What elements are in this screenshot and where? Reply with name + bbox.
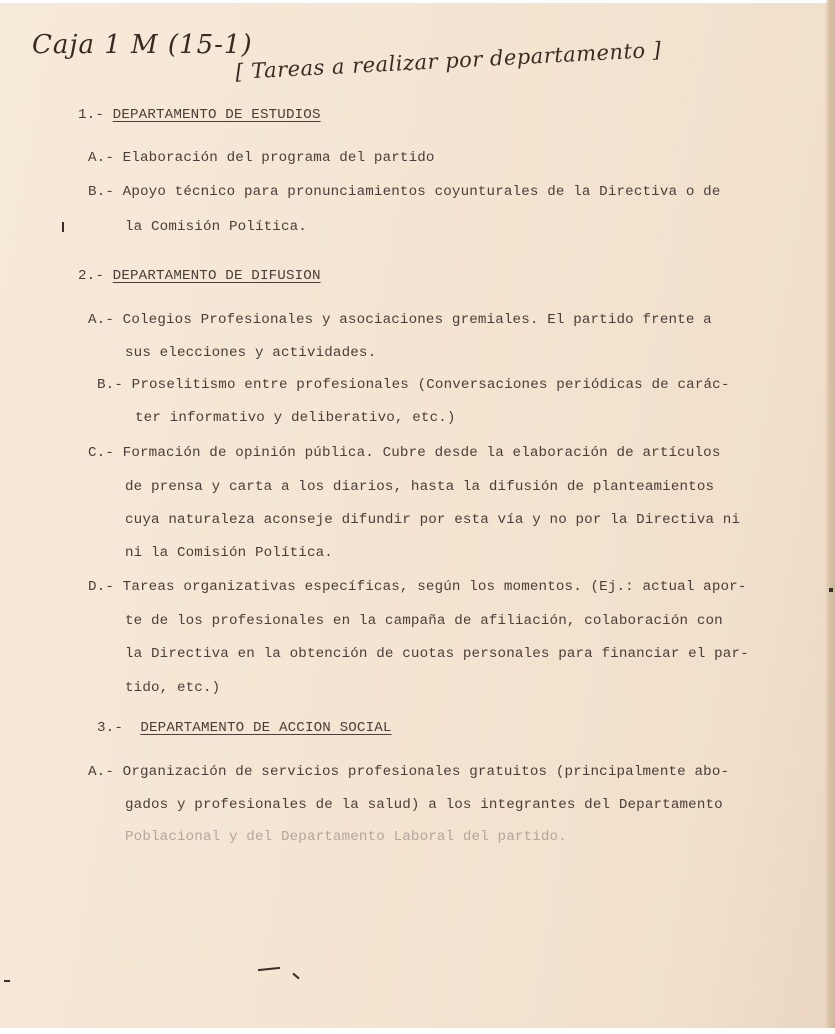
- section-1-item-a: [88, 150, 435, 166]
- item-line: Formación de opinión pública. Cubre desde la elaboración de artículos: [122, 445, 721, 461]
- item-letter: A.-: [88, 312, 114, 328]
- item-letter: B.-: [88, 184, 114, 200]
- item-line: la Directiva en la obtención de cuotas personales para financiar el par-: [125, 646, 749, 662]
- item-line: Colegios Profesionales y asociaciones gremiales. El partido frente a: [122, 312, 712, 328]
- item-line: ni la Comisión Política.: [125, 545, 333, 561]
- section-2-item-c: [88, 445, 720, 461]
- stray-mark: [292, 973, 299, 980]
- section-1-heading: [78, 107, 321, 123]
- item-line: Organización de servicios profesionales gratuitos (principalmente abo-: [122, 764, 730, 780]
- handwritten-note: [ Tareas a realizar por departamento ]: [234, 37, 662, 84]
- section-3-heading: [97, 720, 392, 736]
- item-line: Elaboración del programa del partido: [122, 150, 435, 166]
- section-2-item-a: [88, 312, 712, 328]
- item-line-faded: Poblacional y del Departamento Laboral del partido.: [125, 829, 567, 845]
- stray-mark: [4, 980, 10, 982]
- item-line: cuya naturaleza aconseje difundir por esta vía y no por la Directiva ni: [125, 512, 741, 528]
- stray-mark: [258, 967, 280, 971]
- item-line: Proselitismo entre profesionales (Conversaciones periódicas de carác-: [131, 377, 730, 393]
- item-letter: A.-: [88, 150, 114, 166]
- item-letter: D.-: [88, 579, 114, 595]
- section-title: DEPARTAMENTO DE ESTUDIOS: [112, 107, 321, 123]
- item-line: la Comisión Política.: [125, 219, 307, 235]
- section-number: 2.-: [78, 268, 104, 284]
- stray-mark: [62, 222, 64, 232]
- item-line: ter informativo y deliberativo, etc.): [135, 410, 456, 426]
- scan-edge-right: [825, 0, 835, 1034]
- section-1-item-b: [88, 184, 720, 200]
- section-number: 3.-: [97, 720, 123, 736]
- stray-mark: [829, 588, 833, 592]
- section-2-item-d: [88, 579, 746, 595]
- item-letter: B.-: [97, 377, 123, 393]
- scan-edge-bottom: [0, 1028, 835, 1034]
- section-2-heading: [78, 268, 321, 284]
- scan-edge-top: [0, 0, 835, 3]
- item-letter: C.-: [88, 445, 114, 461]
- handwritten-reference: Caja 1 M (15-1): [32, 30, 253, 60]
- item-line: gados y profesionales de la salud) a los integrantes del Departamento: [125, 797, 723, 813]
- section-2-item-b: [97, 377, 729, 393]
- section-number: 1.-: [78, 107, 104, 123]
- item-letter: A.-: [88, 764, 114, 780]
- section-title: DEPARTAMENTO DE DIFUSION: [112, 268, 321, 284]
- section-3-item-a: [88, 764, 729, 780]
- item-line: de prensa y carta a los diarios, hasta la difusión de planteamientos: [125, 479, 715, 495]
- item-line: te de los profesionales en la campaña de afiliación, colaboración con: [125, 613, 723, 629]
- item-line: Tareas organizativas específicas, según los momentos. (Ej.: actual apor-: [122, 579, 747, 595]
- item-line: tido, etc.): [125, 680, 221, 696]
- item-line: Apoyo técnico para pronunciamientos coyunturales de la Directiva o de: [122, 184, 721, 200]
- section-title: DEPARTAMENTO DE ACCION SOCIAL: [140, 720, 392, 736]
- item-line: sus elecciones y actividades.: [125, 345, 377, 361]
